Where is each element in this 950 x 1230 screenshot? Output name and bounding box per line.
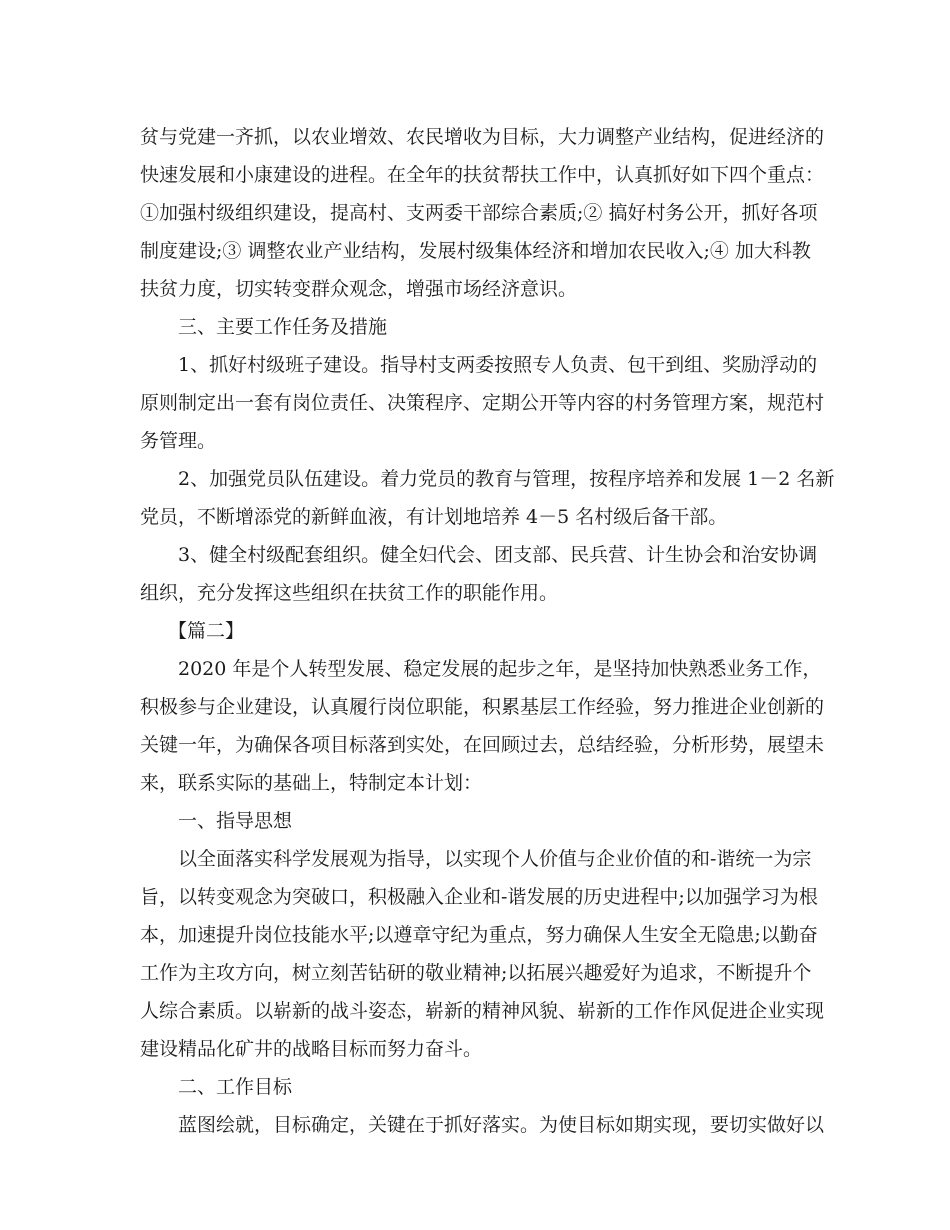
paragraph-line: 2020 年是个人转型发展、稳定发展的起步之年，是坚持加快熟悉业务工作， (178, 658, 822, 680)
section-heading: 三、主要工作任务及措施 (178, 316, 388, 338)
paragraph-line: 党员，不断增添党的新鲜血液，有计划地培养 4－5 名村级后备干部。 (140, 506, 728, 528)
paragraph-line: 建设精品化矿井的战略目标而努力奋斗。 (140, 1038, 483, 1060)
paragraph-line: 务管理。 (140, 430, 217, 452)
paragraph-line: 2、加强党员队伍建设。着力党员的教育与管理，按程序培养和发展 1－2 名新 (178, 468, 835, 490)
paragraph-line: 蓝图绘就，目标确定，关键在于抓好落实。为使目标如期实现，要切实做好以 (178, 1114, 825, 1136)
paragraph-line: 1、抓好村级班子建设。指导村支两委按照专人负责、包干到组、奖励浮动的 (178, 354, 818, 376)
paragraph-line: 制度建设;③ 调整农业产业结构，发展村级集体经济和增加农民收入;④ 加大科教 (140, 240, 811, 262)
paragraph-line: 贫与党建一齐抓，以农业增效、农民增收为目标，大力调整产业结构，促进经济的 (140, 126, 825, 148)
paragraph-line: ①加强村级组织建设，提高村、支两委干部综合素质;② 搞好村务公开，抓好各项 (140, 202, 818, 224)
section-heading: 二、工作目标 (178, 1076, 293, 1098)
paragraph-line: 组织，充分发挥这些组织在扶贫工作的职能作用。 (140, 582, 559, 604)
paragraph-line: 快速发展和小康建设的进程。在全年的扶贫帮扶工作中，认真抓好如下四个重点： (140, 164, 825, 186)
part-heading: 【篇二】 (168, 620, 245, 642)
paragraph-line: 人综合素质。以崭新的战斗姿态，崭新的精神风貌、崭新的工作作风促进企业实现 (140, 1000, 825, 1022)
paragraph-line: 原则制定出一套有岗位责任、决策程序、定期公开等内容的村务管理方案，规范村 (140, 392, 825, 414)
paragraph-line: 关键一年，为确保各项目标落到实处，在回顾过去，总结经验，分析形势，展望未 (140, 734, 825, 756)
paragraph-line: 积极参与企业建设，认真履行岗位职能，积累基层工作经验，努力推进企业创新的 (140, 696, 825, 718)
paragraph-line: 工作为主攻方向，树立刻苦钻研的敬业精神;以拓展兴趣爱好为追求，不断提升个 (140, 962, 812, 984)
section-heading: 一、指导思想 (178, 810, 293, 832)
paragraph-line: 来，联系实际的基础上，特制定本计划： (140, 772, 483, 794)
paragraph-line: 以全面落实科学发展观为指导，以实现个人价值与企业价值的和-谐统一为宗 (178, 848, 812, 870)
paragraph-line: 扶贫力度，切实转变群众观念，增强市场经济意识。 (140, 278, 578, 300)
paragraph-line: 本，加速提升岗位技能水平;以遵章守纪为重点，努力确保人生安全无隐患;以勤奋 (140, 924, 818, 946)
paragraph-line: 3、健全村级配套组织。健全妇代会、团支部、民兵营、计生协会和治安协调 (178, 544, 818, 566)
paragraph-line: 旨，以转变观念为突破口，积极融入企业和-谐发展的历史进程中;以加强学习为根 (140, 886, 818, 908)
